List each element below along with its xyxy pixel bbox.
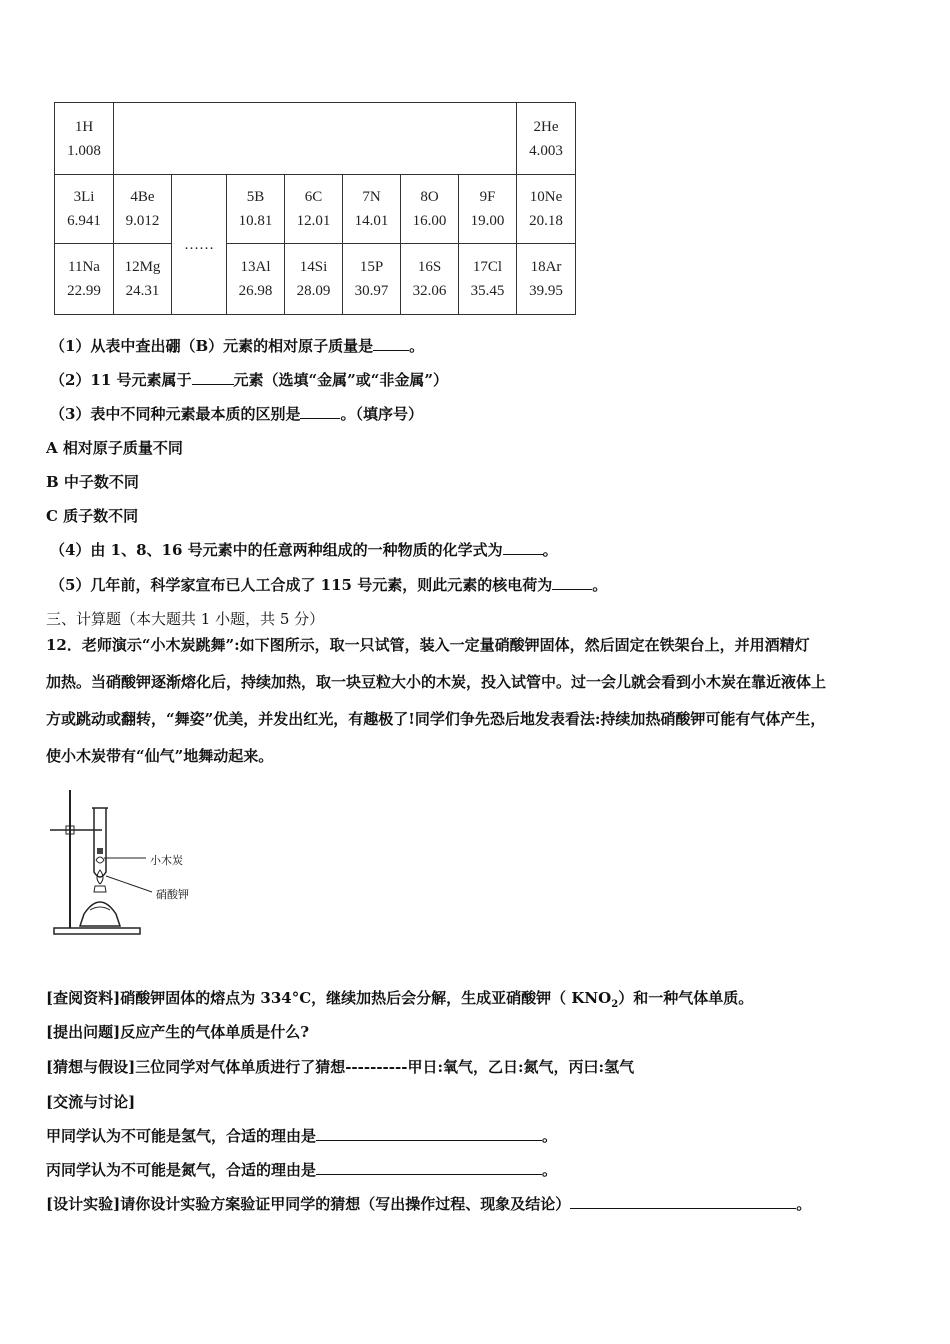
element-symbol: 8O — [420, 189, 439, 205]
reference-info: [查阅资料]硝酸钾固体的熔点为 334°C，继续加热后会分解，生成亚硝酸钾（ $KNO_2$）和一种气体单质。 — [46, 989, 754, 1010]
element-symbol: 1H — [74, 118, 94, 135]
element-symbol: 13Al — [240, 259, 271, 275]
problem-12-line-3: 方或跳动或翻转，“舞姿”优美，并发出红光，有趣极了!同学们争先恐后地发表看法:持续加热硝酸钾可能有气体产生， — [46, 710, 826, 728]
element-mass: 20.18 — [529, 213, 563, 229]
discussion-heading: [交流与讨论] — [46, 1093, 136, 1111]
element-symbol: 2He — [533, 118, 559, 135]
element-mass: 12.01 — [296, 213, 331, 229]
element-cell — [285, 244, 343, 315]
question-posed: [提出问题]反应产生的气体单质是什么? — [46, 1023, 309, 1041]
periodic-table — [54, 102, 576, 315]
element-mass: 28.09 — [296, 283, 331, 299]
option-b: B 中子数不同 — [46, 473, 139, 491]
answer-blank — [552, 575, 592, 590]
element-mass: 19.00 — [470, 213, 505, 229]
element-symbol: 10Ne — [529, 189, 563, 205]
element-mass: 4.003 — [529, 142, 563, 159]
answer-blank — [316, 1126, 542, 1141]
answer-blank — [300, 404, 340, 419]
element-cell — [343, 244, 401, 315]
empty-region — [114, 103, 517, 175]
element-cell — [517, 175, 576, 244]
element-mass: 1.008 — [67, 142, 101, 159]
element-mass: 14.01 — [354, 213, 389, 229]
answer-blank — [192, 370, 234, 385]
element-symbol: 7N — [362, 189, 381, 205]
element-mass: 39.95 — [529, 283, 563, 299]
problem-12-line-2: 加热。当硝酸钾逐渐熔化后，持续加热，取一块豆粒大小的木炭，投入试管中。过一会儿就会看到小木炭在靠近液体上 — [46, 673, 827, 691]
question-3: （3）表中不同种元素最本质的区别是 。（填序号） — [50, 405, 423, 423]
reason-bing: 丙同学认为不可能是氮气，合适的理由是 。 — [46, 1161, 558, 1179]
element-mass: 35.45 — [470, 283, 505, 299]
element-symbol: 18Ar — [530, 259, 562, 275]
element-cell — [114, 244, 172, 315]
element-symbol: 4Be — [130, 189, 155, 205]
element-cell — [459, 244, 517, 315]
element-cell — [55, 244, 114, 315]
label-charcoal: 小木炭 — [150, 854, 183, 867]
question-4: （4）由 1、8、16 号元素中的任意两种组成的一种物质的化学式为 。 — [50, 541, 558, 559]
element-mass: 22.99 — [67, 283, 101, 299]
element-cell — [285, 175, 343, 244]
element-mass: 6.941 — [67, 213, 101, 229]
element-symbol: 15P — [359, 259, 384, 275]
ellipsis-cell — [172, 175, 227, 315]
element-cell — [343, 175, 401, 244]
element-cell — [517, 244, 576, 315]
element-mass: 26.98 — [238, 283, 273, 299]
element-symbol: 3Li — [73, 189, 95, 205]
element-cell — [401, 175, 459, 244]
element-mass: 9.012 — [125, 213, 160, 229]
element-cell — [227, 175, 285, 244]
element-cell — [55, 175, 114, 244]
element-cell — [114, 175, 172, 244]
element-mass: 16.00 — [412, 213, 447, 229]
element-symbol: 11Na — [68, 259, 100, 275]
element-symbol: 14Si — [299, 259, 328, 275]
option-c: C 质子数不同 — [46, 507, 139, 525]
answer-blank — [316, 1160, 542, 1175]
element-symbol: 16S — [417, 259, 442, 275]
answer-blank — [503, 540, 543, 555]
reason-jia: 甲同学认为不可能是氢气，合适的理由是 。 — [46, 1127, 558, 1145]
element-symbol: 17Cl — [472, 259, 503, 275]
question-5: （5）几年前，科学家宣布已人工合成了 115 号元素，则此元素的核电荷为 。 — [50, 576, 608, 594]
hypothesis: [猜想与假设]三位同学对气体单质进行了猜想----------甲日:氧气，乙日:氮气，丙曰:氢气 — [46, 1058, 635, 1076]
element-symbol: 9F — [479, 189, 496, 205]
question-2: （2）11 号元素属于 元素（选填“金属”或“非金属”） — [50, 371, 449, 389]
element-cell — [517, 103, 576, 175]
element-mass: 32.06 — [412, 283, 447, 299]
element-cell — [55, 103, 114, 175]
answer-blank — [373, 336, 409, 351]
element-cell — [459, 175, 517, 244]
element-mass: 30.97 — [354, 283, 389, 299]
question-1: （1）从表中查出硼（B）元素的相对原子质量是 。 — [50, 337, 425, 355]
ellipsis: …… — [184, 236, 214, 253]
element-symbol: 6C — [304, 189, 323, 205]
answer-blank — [570, 1194, 796, 1209]
design-experiment: [设计实验]请你设计实验方案验证甲同学的猜想（写出操作过程、现象及结论） 。 — [46, 1195, 812, 1213]
problem-12-line-4: 使小木炭带有“仙气”地舞动起来。 — [46, 747, 274, 765]
element-symbol: 12Mg — [124, 259, 161, 275]
problem-12-line-1: 12．老师演示“小木炭跳舞”:如下图所示，取一只试管，装入一定量硝酸钾固体，然后固定在铁架台上，并用酒精灯 — [46, 636, 810, 654]
option-a: A 相对原子质量不同 — [46, 439, 183, 457]
element-cell — [401, 244, 459, 315]
apparatus-figure — [50, 786, 210, 946]
element-mass: 10.81 — [238, 213, 273, 229]
element-cell — [227, 244, 285, 315]
element-mass: 24.31 — [125, 283, 160, 299]
element-symbol: 5B — [246, 189, 265, 205]
label-kno3: 硝酸钾 — [156, 888, 189, 901]
section-heading: 三、计算题（本大题共 1 小题，共 5 分） — [46, 610, 325, 628]
